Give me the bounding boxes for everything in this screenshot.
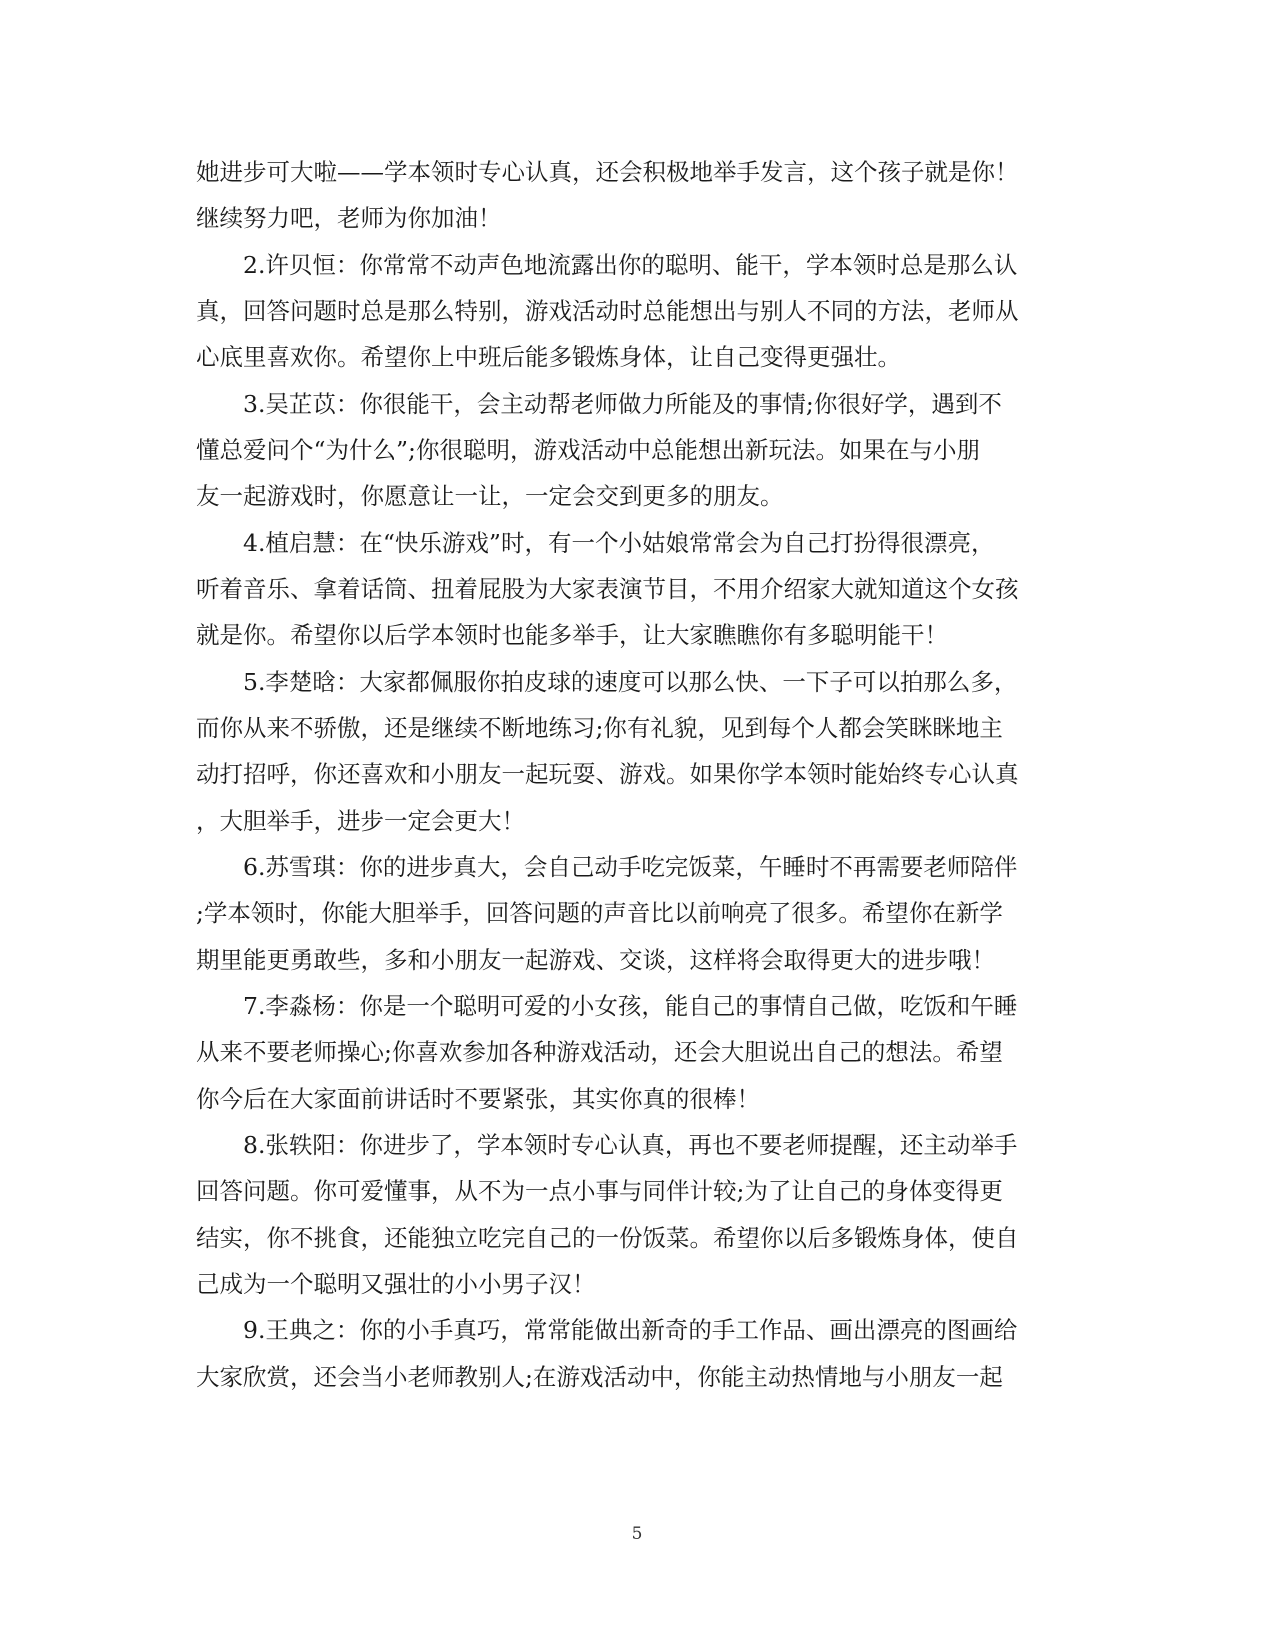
- text-line: 4.植启慧：在“快乐游戏”时，有一个小姑娘常常会为自己打扮得很漂亮，: [196, 529, 995, 557]
- text-line: 听着音乐、拿着话筒、扭着屁股为大家表演节目，不用介绍家大就知道这个女孩: [196, 575, 1019, 603]
- text-line: 继续努力吧，老师为你加油！: [196, 204, 502, 232]
- text-line: 心底里喜欢你。希望你上中班后能多锻炼身体，让自己变得更强壮。: [196, 343, 901, 371]
- text-line: 从来不要老师操心;你喜欢参加各种游戏活动，还会大胆说出自己的想法。希望: [196, 1038, 1003, 1066]
- text-line: 3.吴芷苡：你很能干，会主动帮老师做力所能及的事情;你很好学，遇到不: [196, 390, 1002, 418]
- text-line: 6.苏雪琪：你的进步真大，会自己动手吃完饭菜，午睡时不再需要老师陪伴: [196, 853, 1018, 881]
- text-line: 5.李楚晗：大家都佩服你拍皮球的速度可以那么快、一下子可以拍那么多，: [196, 668, 1018, 696]
- page-number: 5: [631, 1524, 643, 1544]
- text-line: 动打招呼，你还喜欢和小朋友一起玩耍、游戏。如果你学本领时能始终专心认真: [196, 760, 1019, 788]
- text-line: 懂总爱问个“为什么”;你很聪明，游戏活动中总能想出新玩法。如果在与小朋: [196, 436, 980, 464]
- text-line: 2.许贝恒：你常常不动声色地流露出你的聪明、能干，学本领时总是那么认: [196, 251, 1018, 279]
- text-line: ;学本领时，你能大胆举手，回答问题的声音比以前响亮了很多。希望你在新学: [196, 899, 1003, 927]
- text-line: 己成为一个聪明又强壮的小小男子汉！: [196, 1270, 596, 1298]
- text-line: 结实，你不挑食，还能独立吃完自己的一份饭菜。希望你以后多锻炼身体，使自: [196, 1224, 1019, 1252]
- text-line: 真，回答问题时总是那么特别，游戏活动时总能想出与别人不同的方法，老师从: [196, 297, 1019, 325]
- text-line: 友一起游戏时，你愿意让一让，一定会交到更多的朋友。: [196, 482, 784, 510]
- text-line: 而你从来不骄傲，还是继续不断地练习;你有礼貌，见到每个人都会笑眯眯地主: [196, 714, 1003, 742]
- text-line: 大家欣赏，还会当小老师教别人;在游戏活动中，你能主动热情地与小朋友一起: [196, 1363, 1003, 1391]
- text-line: 8.张轶阳：你进步了，学本领时专心认真，再也不要老师提醒，还主动举手: [196, 1131, 1018, 1159]
- text-line: 期里能更勇敢些，多和小朋友一起游戏、交谈，这样将会取得更大的进步哦！: [196, 946, 995, 974]
- text-line: 你今后在大家面前讲话时不要紧张，其实你真的很棒！: [196, 1085, 760, 1113]
- text-line: 就是你。希望你以后学本领时也能多举手，让大家瞧瞧你有多聪明能干！: [196, 621, 948, 649]
- text-line: ，大胆举手，进步一定会更大！: [196, 807, 525, 835]
- text-line: 9.王典之：你的小手真巧，常常能做出新奇的手工作品、画出漂亮的图画给: [196, 1316, 1018, 1344]
- text-line: 回答问题。你可爱懂事，从不为一点小事与同伴计较;为了让自己的身体变得更: [196, 1177, 1003, 1205]
- text-line: 她进步可大啦——学本领时专心认真，还会积极地举手发言，这个孩子就是你！: [196, 158, 1019, 186]
- text-line: 7.李淼杨：你是一个聪明可爱的小女孩，能自己的事情自己做，吃饭和午睡: [196, 992, 1018, 1020]
